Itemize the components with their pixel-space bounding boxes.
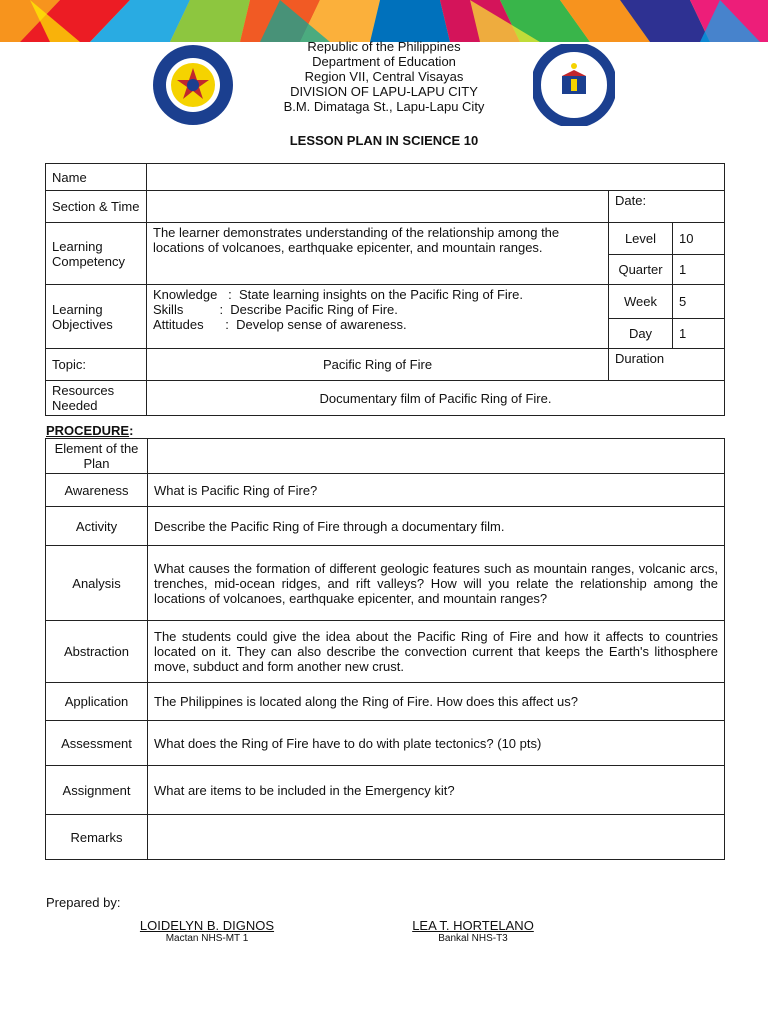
page-title: LESSON PLAN IN SCIENCE 10 [289,133,479,148]
name-label: Name [46,164,147,191]
address-line: B.M. Dimataga St., Lapu-Lapu City [283,99,485,114]
section-time-label: Section & Time [46,191,147,223]
competency-label: Learning Competency [46,223,147,285]
row-element: Remarks [46,815,148,860]
row-text: The students could give the idea about the Pacific Ring of Fire and how it affects to countries located on it. They can also describe the convection current that keeps the Earth's lithosphere move, subduct and form another new crust. [148,621,725,683]
level-value: 10 [673,223,725,255]
row-element: Abstraction [46,621,148,683]
competency-text: The learner demonstrates understanding of the relationship among the locations of volcanoes, earthquake epicenter, and mountain ranges. [147,223,609,285]
procedure-heading [46,423,133,438]
row-text: What is Pacific Ring of Fire? [148,474,725,507]
quarter-label: Quarter [609,255,673,285]
duration-label: Duration [609,349,725,381]
section-time-field[interactable] [147,191,609,223]
date-label: Date: [609,191,725,223]
day-label: Day [609,319,673,349]
row-element: Activity [46,507,148,546]
week-value: 5 [673,285,725,319]
division-line: DIVISION OF LAPU-LAPU CITY [290,84,478,99]
republic-line: Republic of the Philippines [307,39,461,54]
row-element: Awareness [46,474,148,507]
row-text: What does the Ring of Fire have to do with plate tectonics? (10 pts) [148,721,725,766]
region-line: Region VII, Central Visayas [304,69,464,84]
procedure-header-element: Element of the Plan [46,439,148,474]
signatory-1-name: LOIDELYN B. DIGNOS [139,918,275,933]
row-text [148,815,725,860]
objectives-label: Learning Objectives [46,285,147,349]
row-text: Describe the Pacific Ring of Fire through a documentary film. [148,507,725,546]
objective-skills: Skills : Describe Pacific Ring of Fire. [153,302,398,317]
department-line: Department of Education [312,54,456,69]
row-element: Assessment [46,721,148,766]
day-value: 1 [673,319,725,349]
row-text: What are items to be included in the Emergency kit? [148,766,725,815]
resources-value: Documentary film of Pacific Ring of Fire. [147,381,725,416]
level-label: Level [609,223,673,255]
lesson-info-table [45,163,725,416]
signatory-2 [393,918,553,944]
procedure-header-blank [148,439,725,474]
signatory-1-school: Mactan NHS-MT 1 [165,933,249,944]
header-banner [0,0,768,42]
objective-attitudes: Attitudes : Develop sense of awareness. [153,317,407,332]
signatory-2-school: Bankal NHS-T3 [438,933,508,944]
prepared-by-label: Prepared by: [46,895,121,910]
week-label: Week [609,285,673,319]
procedure-label: PROCEDURE [46,423,130,438]
row-text: The Philippines is located along the Ring of Fire. How does this affect us? [148,683,725,721]
row-element: Application [46,683,148,721]
procedure-colon: : [129,423,134,438]
signatory-2-name: LEA T. HORTELANO [412,918,534,933]
quarter-value: 1 [673,255,725,285]
objective-knowledge: Knowledge : State learning insights on the Pacific Ring of Fire. [153,287,523,302]
signatory-1 [127,918,287,944]
procedure-table [45,438,725,860]
objectives-cell [147,285,609,349]
row-text: What causes the formation of different geologic features such as mountain ranges, volcanic arcs, trenches, mid-ocean ridges, and rift valleys? How will you relate the relationship among the locations of volcanoes, earthquake epicenter, and mountain ranges? [148,546,725,621]
row-element: Assignment [46,766,148,815]
topic-value: Pacific Ring of Fire [147,349,609,381]
topic-label: Topic: [46,349,147,381]
row-element: Analysis [46,546,148,621]
resources-label: Resources Needed [46,381,147,416]
name-field[interactable] [147,164,725,191]
